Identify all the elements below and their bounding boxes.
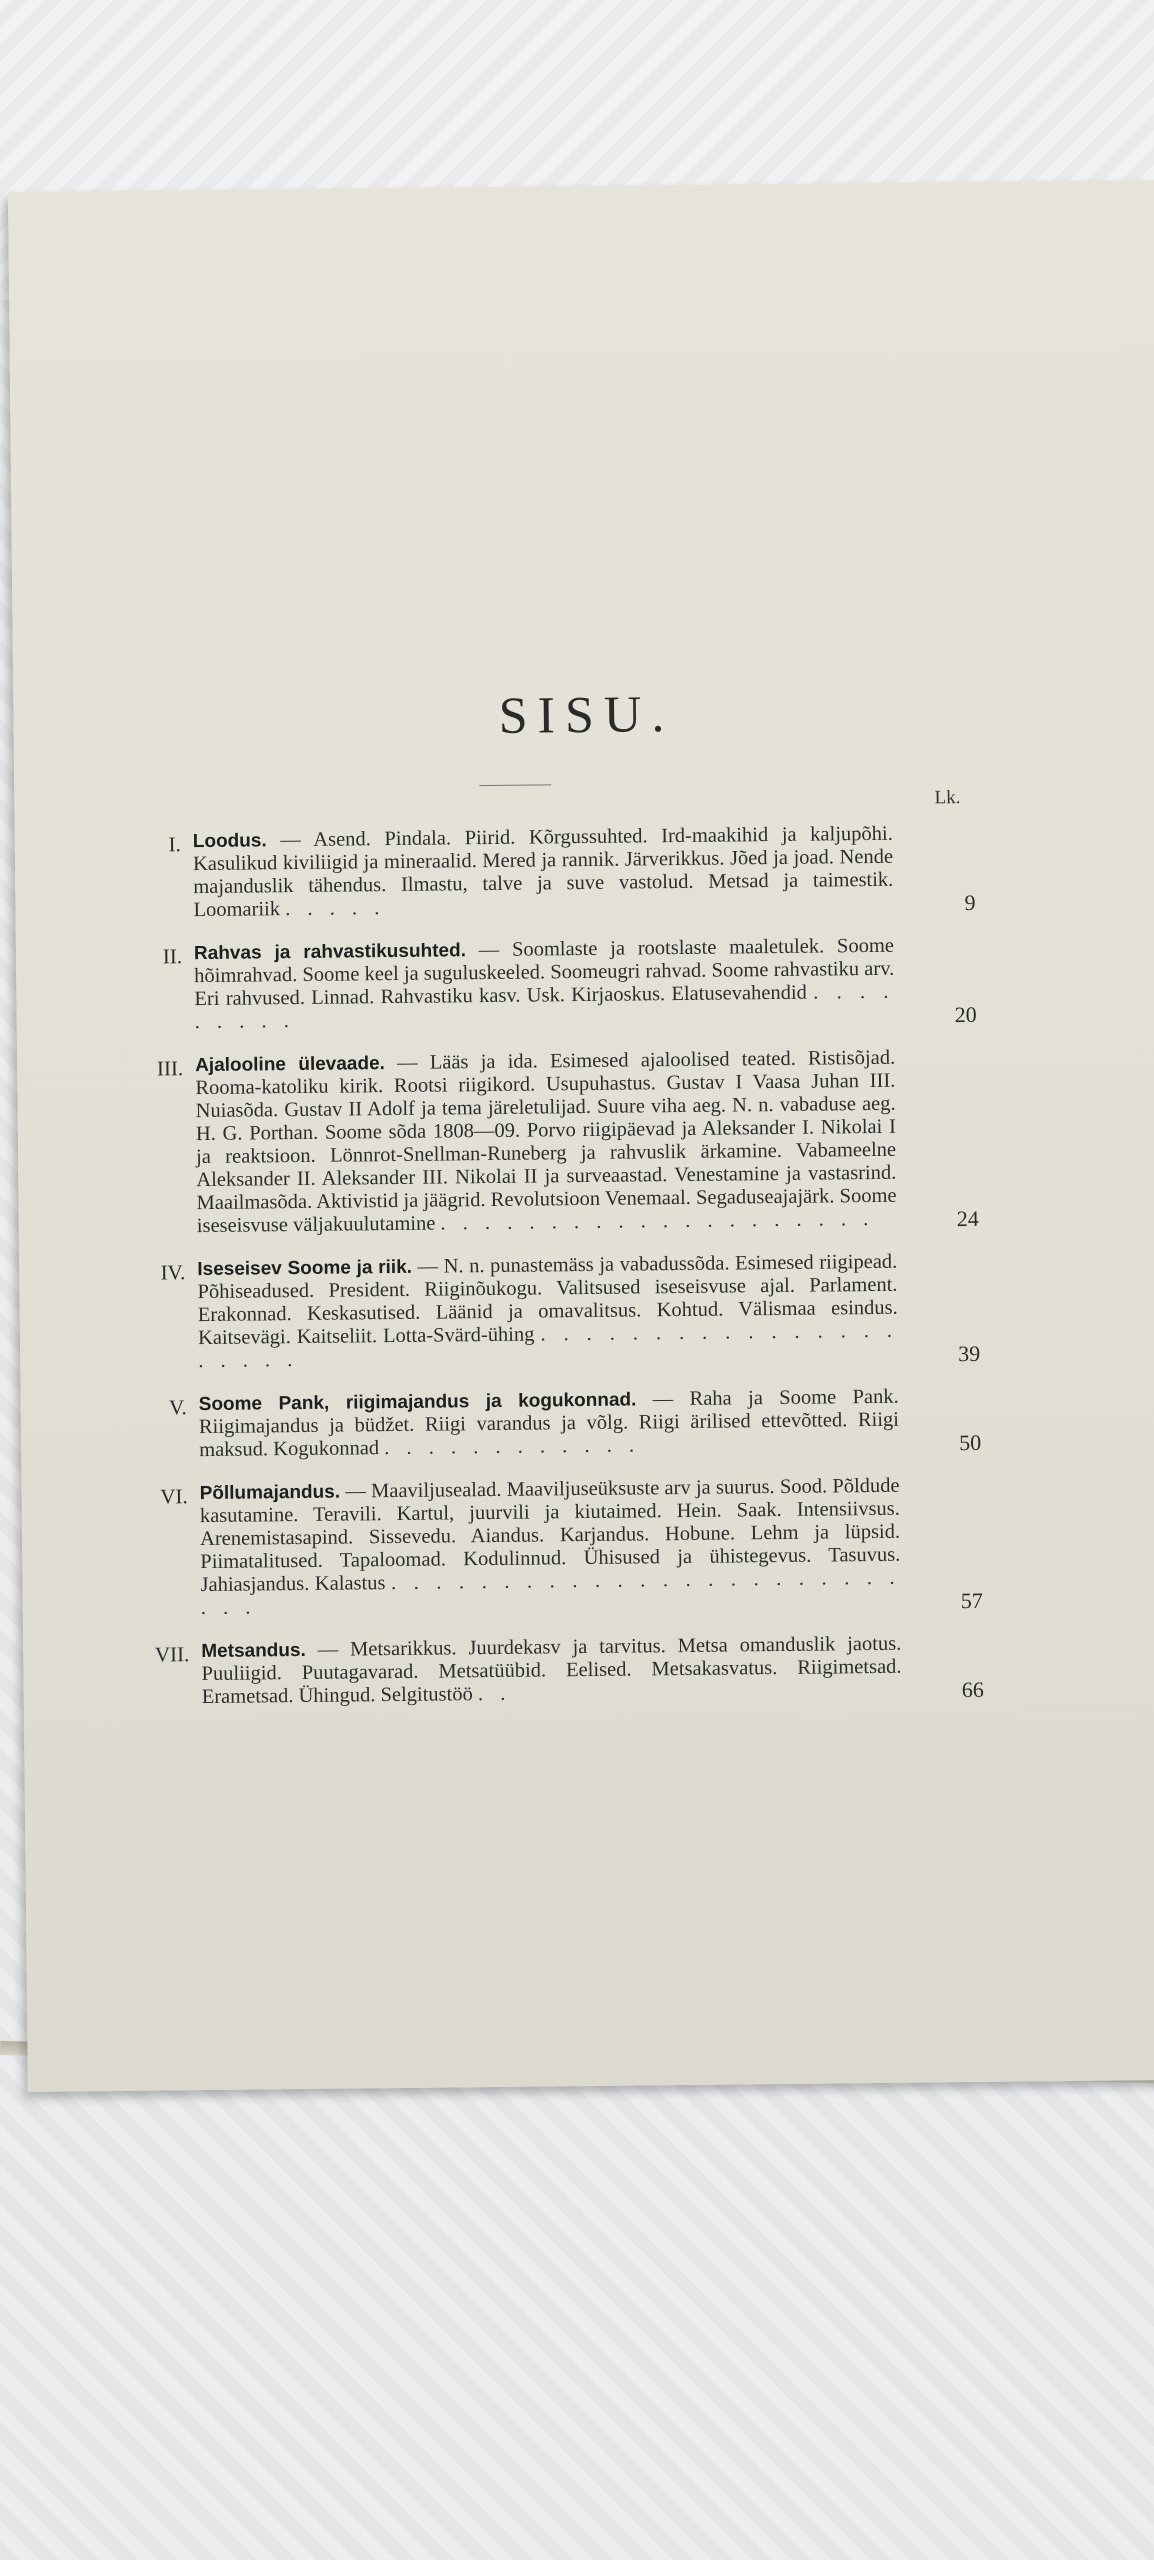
- leader-dots: . . . . . . . . . . . . . . . . . . . . .: [198, 1319, 899, 1373]
- leader-dots: . . . . . . . . . . . .: [384, 1434, 641, 1460]
- page-title: SISU.: [498, 686, 675, 745]
- chapter-number: V.: [168, 1395, 187, 1420]
- chapter-summary: [199, 1386, 900, 1462]
- chapter-number: IV.: [160, 1260, 186, 1285]
- title-divider: [479, 784, 551, 786]
- chapter-topics: — Metsarikkus. Juurdekasv ja tarvitus. Metsa omanduslik jaotus. Puuliigid. Puutagavarad. Metsatüübid. Eelised. Metsakasvatus. Riigimetsad. Erametsad. Ühingud. Selgitustöö: [201, 1632, 902, 1709]
- chapter-page-number: 9: [964, 889, 976, 916]
- leader-dots: . . . . . . . . .: [194, 980, 895, 1034]
- leader-dots: . . . . .: [285, 897, 386, 921]
- chapter-title: Põllumajandus.: [199, 1481, 341, 1505]
- chapter-summary: [197, 1251, 898, 1373]
- chapter-title: Rahvas ja rahvastikusuhted.: [193, 940, 467, 965]
- chapter-page-number: 39: [958, 1340, 981, 1367]
- chapter-summary: [194, 935, 895, 1034]
- toc-entry: [142, 1474, 983, 1621]
- chapter-summary: [200, 1475, 901, 1620]
- toc-entry: [141, 1385, 982, 1463]
- chapter-number: III.: [156, 1056, 184, 1081]
- leader-dots: . .: [477, 1682, 512, 1706]
- leader-dots: . . . . . . . . . . . . . . . . . . . . . . . . . .: [200, 1566, 901, 1620]
- chapter-number: VI.: [160, 1484, 188, 1509]
- chapter-page-number: 66: [961, 1676, 984, 1703]
- chapter-title: Metsandus.: [201, 1639, 306, 1663]
- chapter-title: Iseseisev Soome ja riik.: [197, 1256, 413, 1281]
- chapter-topics: — Maaviljusealad. Maaviljuseüksuste arv ja suurus. Sood. Põldude kasutamine. Teravili. Kartul, juurvili ja kiutaimed. Hein. Saak. Intensiivsus. Arenemistasapind. Sissevedu. Aiandus. Karjandus. Hobune. Lehm ja lüpsid. Piimatalitused. Tapaloomad. Kodulinnud. Ühisused ja ühistegevus. Tasuvus. Jahiasjandus. Kalastus: [199, 1474, 901, 1597]
- toc-entry: [139, 1250, 980, 1374]
- chapter-topics: — Raha ja Soome Pank. Riigimajandus ja büdžet. Riigi varandus ja võlg. Riigi ärilised ettevõtted. Riigi maksud. Kogukonnad: [198, 1385, 900, 1462]
- chapter-topics: — Soomlaste ja rootslaste maaletulek. Soome hõimrahvad. Soome keel ja suguluskeeled. Soomeugri rahvad. Soome rahvastiku arv. Eri rahvused. Linnad. Rahvastiku kasv. Usk. Kirjaoskus. Elatusevahendid: [194, 934, 895, 1011]
- chapter-page-number: 24: [956, 1205, 979, 1232]
- toc-entry: [136, 934, 977, 1035]
- chapter-summary: [195, 1047, 897, 1238]
- book-page: [8, 180, 1154, 2092]
- chapter-page-number: 50: [959, 1429, 982, 1456]
- chapter-page-number: 57: [960, 1587, 983, 1614]
- chapter-topics: — Lääs ja ida. Esimesed ajaloolised teated. Ristisõjad. Rooma-katoliku kirik. Rootsi riigikord. Usupuhastus. Gustav I Vaasa Juhan III. Nuiasõda. Gustav II Adolf ja tema järeletulijad. Suure viha aeg. N. n. vabaduse aeg. H. G. Porthan. Soome sõda 1808—09. Porvo riigipäevad ja Aleksander I. Nikolai I ja reaktsioon. Lönnrot-Snellman-Runeberg ja rahvuslik ärkamine. Vabameelne Aleksander II. Aleksander III. Nikolai II ja surveaastad. Venestamine ja vastasrind. Maailmasõda. Aktivistid ja jäägrid. Revolutsioon Venemaal. Segaduseajajärk. Soome iseseisvuse väljakuulutamine: [195, 1046, 897, 1238]
- chapter-number: I.: [168, 832, 181, 857]
- chapter-number: II.: [162, 944, 183, 969]
- chapter-topics: — N. n. punastemäss ja vabadussõda. Esimesed riigipead. Põhiseadused. President. Riiginõukogu. Valitsused iseseisvuse ajal. Parlament. Erakonnad. Keskasutised. Läänid ja omavalitsus. Kohtud. Välismaa esindus. Kaitsevägi. Kaitseliit. Lotta-Svärd-ühing: [197, 1250, 898, 1350]
- chapter-title: Loodus.: [192, 830, 267, 853]
- chapter-number: VII.: [154, 1642, 190, 1667]
- chapter-summary: [193, 823, 894, 922]
- table-of-contents: [135, 822, 984, 1730]
- chapter-title: Ajalooline ülevaade.: [195, 1053, 386, 1077]
- chapter-page-number: 20: [954, 1001, 977, 1028]
- leader-dots: . . . . . . . . . . . . . . . . . . . .: [440, 1207, 875, 1235]
- toc-entry: [135, 822, 976, 923]
- toc-entry: [143, 1632, 984, 1710]
- page-column-label: Lk.: [934, 787, 961, 809]
- chapter-topics: — Asend. Pindala. Piirid. Kõrgussuhted. Ird-maakihid ja kaljupõhi. Kasulikud kiviliigid ja mineraalid. Mered ja rannik. Järverikkus. Jõed ja joad. Nende majanduslik tähendus. Ilmastu, talve ja suve vastolud. Metsad ja taimestik. Loomariik: [192, 822, 894, 922]
- chapter-summary: [201, 1633, 902, 1709]
- toc-entry: [137, 1046, 979, 1239]
- chapter-title: Soome Pank, riigimajandus ja kogukonnad.: [198, 1389, 637, 1416]
